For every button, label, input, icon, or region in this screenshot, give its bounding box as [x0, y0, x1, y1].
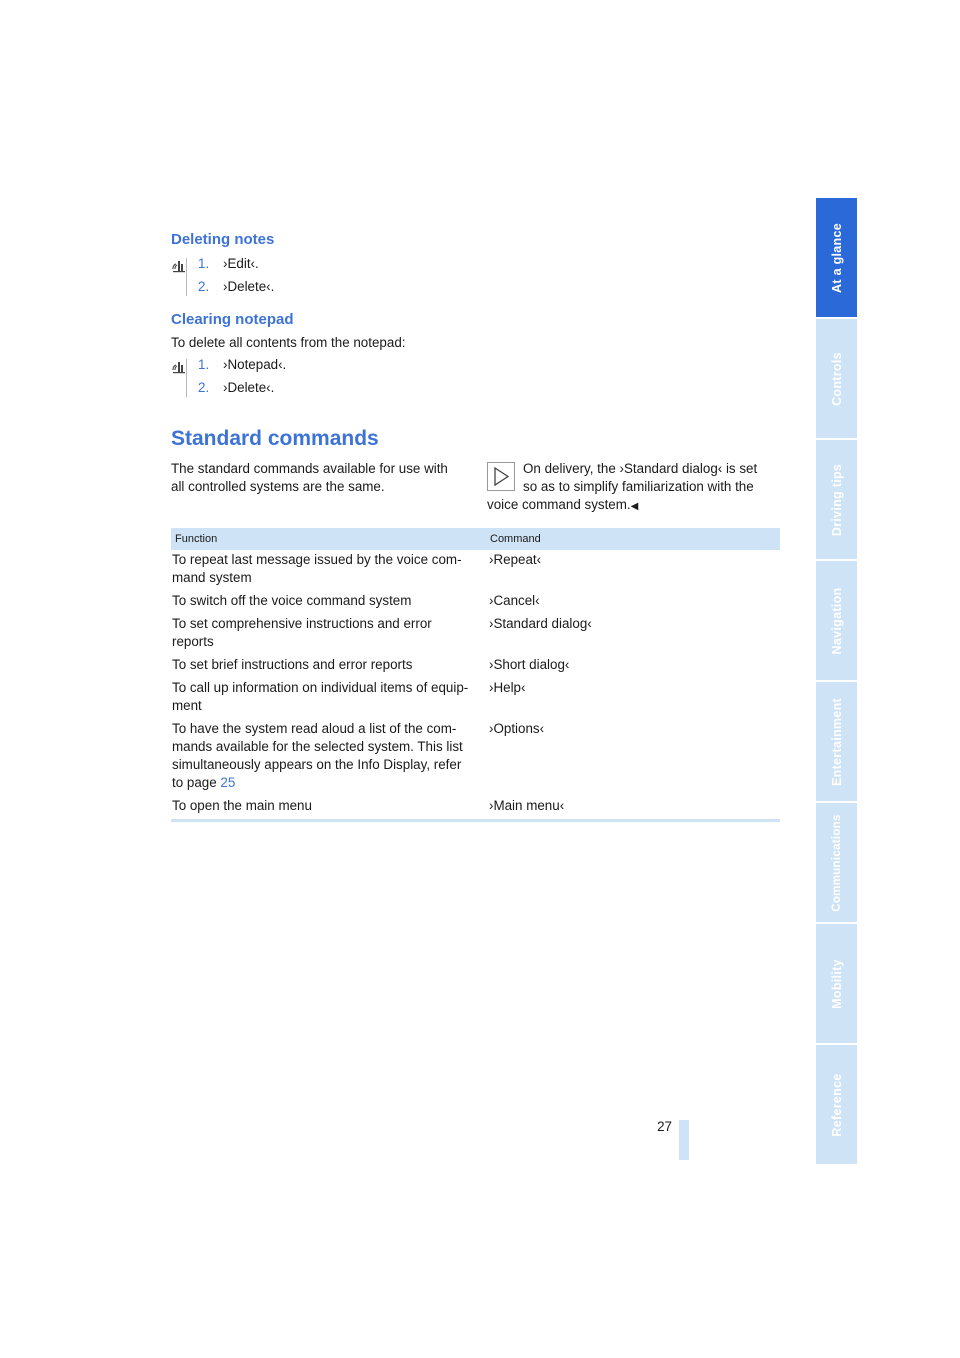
tab-controls[interactable]: Controls [816, 319, 857, 440]
table-row: To have the system read aloud a list of the com- mands available for the selected system. This list simultaneously appears on the Info Display, refer to page 25 ›Options‹ [172, 721, 545, 790]
table-row: To call up information on individual items of equip- ment ›Help‹ [172, 680, 526, 713]
table-row: To open the main menu ›Main menu‹ [172, 798, 565, 813]
page-number: 27 [657, 1119, 672, 1134]
tab-reference[interactable]: Reference [816, 1045, 857, 1166]
tab-navigation[interactable]: Navigation [816, 561, 857, 682]
clearing-intro: To delete all contents from the notepad: [171, 335, 406, 350]
delivery-note: On delivery, the ›Standard dialog‹ is set so as to simplify familiarization with the voice command system.◀ [487, 461, 758, 512]
tab-mobility[interactable]: Mobility [816, 924, 857, 1045]
heading-standard-commands: Standard commands [171, 427, 379, 450]
voice-command-icon [171, 359, 187, 375]
tab-at-a-glance[interactable]: At a glance [816, 198, 857, 319]
page-link[interactable]: 25 [220, 775, 236, 790]
standard-commands-intro: The standard commands available for use with all controlled systems are the same. [171, 461, 448, 494]
table-bottom-rule [171, 819, 780, 822]
header-command: Command [490, 533, 541, 545]
header-function: Function [175, 533, 218, 545]
commands-table [171, 528, 780, 817]
step-2: 2. ›Delete‹. [198, 380, 275, 395]
step-1: 1. ›Edit‹. [198, 256, 259, 271]
chapter-tabs [816, 198, 857, 1166]
step-divider [186, 258, 187, 296]
tab-entertainment[interactable]: Entertainment [816, 682, 857, 803]
table-header [171, 528, 780, 550]
step-2: 2. ›Delete‹. [198, 279, 275, 294]
table-row: To repeat last message issued by the voice com- mand system ›Repeat‹ [172, 552, 542, 585]
heading-clearing-notepad: Clearing notepad [171, 311, 294, 328]
step-divider [186, 359, 187, 397]
page-marker-bar [679, 1120, 689, 1160]
step-1: 1. ›Notepad‹. [198, 357, 287, 372]
table-row: To switch off the voice command system ›Cancel‹ [172, 593, 540, 608]
table-row: To set brief instructions and error reports ›Short dialog‹ [172, 657, 570, 672]
table-row: To set comprehensive instructions and error reports ›Standard dialog‹ [172, 616, 592, 649]
end-marker: ◀ [630, 501, 639, 512]
voice-command-icon [171, 258, 187, 274]
heading-deleting-notes: Deleting notes [171, 231, 275, 248]
tab-driving-tips[interactable]: Driving tips [816, 440, 857, 561]
tab-communications[interactable]: Communications [816, 803, 857, 924]
